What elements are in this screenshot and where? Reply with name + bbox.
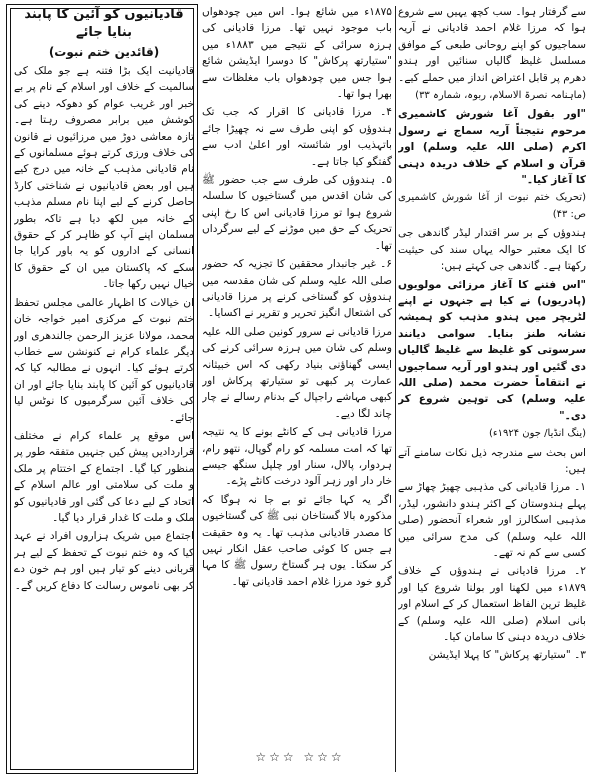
news-box-subtitle: (قائدین ختم نبوت) <box>48 45 160 59</box>
paragraph: ہندوؤں کے بر سر اقتدار لیڈر گاندھی جی کا ایک معتبر حوالہ یہاں سند کی حیثیت رکھتا ہے۔ گاندھی جی کہتے ہیں: <box>398 227 586 273</box>
paragraph: اجتماع میں شریک ہزاروں افراد نے عہد کیا کہ وہ ختم نبوت کے تحفظ کے لیے ہر قربانی دینے کو تیار ہیں اور ہم خون دے کر بھی ناموس رسالت کا دفاع کریں گے۔ <box>14 530 194 592</box>
column-divider <box>395 6 396 772</box>
reference: (ینگ انڈیا/ جون ۱۹۲۴ء) <box>489 428 586 440</box>
quote: "اس فتنے کا آغاز مرزائی مولویوں (پادریوں) نے کیا ہے جنہوں نے اپنے لٹریچر میں ہندو مذہب کو ہمیشہ نشانہ طنز بنایا۔ سوامی دیانند سرسوتی کو غلیظ سے غلیظ گالیاں دی گئیں اور ہندو اور آریہ سماجیوں نے انتقاماً حضرت محمد (صلی اللہ علیہ وسلم) کی توہین شروع کر دی۔" <box>398 278 586 422</box>
middle-column <box>202 4 392 774</box>
news-box-title: قادیانیوں کو آئین کا پابند بنایا جائے <box>24 7 184 40</box>
paragraph: ۱۸۷۵ء میں شائع ہوا۔ اس میں چودھواں باب موجود نہیں تھا۔ مرزا قادیانی کی ہرزہ سرائی کے نتیجے میں ۱۸۸۳ء میں "ستیارتھ پرکاش" کا دوسرا ایڈیشن شائع ہوا جس میں چودھواں باب مغلظات سے بھرا ہوا تھا۔ <box>202 6 392 101</box>
paragraph: اس بحث سے مندرجہ ذیل نکات سامنے آتے ہیں: <box>398 446 586 475</box>
paragraph: مرزا قادیانی ہی کے کانٹے بونے کا یہ نتیجہ تھا کہ امت مسلمہ کو رام گوپال، نتھو رام، ہردوار، پالال، سنار اور چلپل سنگھ جیسے خار دار اور زہر آلود درخت کانٹے پڑے۔ <box>202 426 392 488</box>
paragraph: سے گرفتار ہوا۔ سب کچھ یہیں سے شروع ہوا کہ مرزا غلام احمد قادیانی نے آریہ سماجیوں کو اپنے روحانی طبعی کے موافق مسلسل غلیظ گالیاں سنائیں اور ہندو دھرم پر قابل اعتراض انداز میں حملے کیے۔ <box>398 6 586 84</box>
left-column <box>14 6 194 776</box>
paragraph: مرزا قادیانی نے سرور کونین صلی اللہ علیہ وسلم کی شان میں ہرزہ سرائی کرنے کی ایسی گھناؤنی بنیاد رکھی کہ اس خبیثانہ عمارت پر کبھی تو ستیارتھ پرکاش اور کبھی مہاشے راجپال کے بدنام رسالے نے چار چاند لگا دیے۔ <box>202 325 392 420</box>
section-end-stars: ☆☆☆ ☆☆☆ <box>255 750 345 764</box>
reference: (تحریک ختم نبوت از آغا شورش کاشمیری ص: ۴۳) <box>398 192 586 220</box>
numbered-point: ۲۔ مرزا قادیانی نے ہندوؤں کے خلاف ۱۸۷۹ء میں لکھنا اور بولنا شروع کیا اور غلیظ ترین الفاظ استعمال کر کے اسلام اور بانی اسلام (صلی اللہ علیہ وسلم) کے خلاف دریدہ دہنی کا سامان کیا۔ <box>398 565 586 644</box>
right-column <box>398 4 586 774</box>
reference: (ماہنامہ نصرۃ الاسلام، ربوہ، شمارہ ۳۳) <box>415 90 586 102</box>
numbered-point: ۱۔ مرزا قادیانی کی مذہبی چھیڑ چھاڑ سے پہلے ہندوستان کے اکثر ہندو دانشور، لیڈر، مذہبی اسکالرز اور شعراء آنحضور (صلی اللہ علیہ وسلم) کی مدح سرائی میں کسی سے کم نہ تھے۔ <box>398 481 586 559</box>
quote: "اور بقول آغا شورش کاشمیری مرحوم نتیجتاً آریہ سماج نے رسول اکرم (صلی اللہ علیہ وسلم) اور قرآن و اسلام کے خلاف دریدہ دہنی کا آغاز کیا۔" <box>398 108 586 187</box>
paragraph: اس موقع پر علماء کرام نے مختلف قراردادیں پیش کیں جنہیں متفقہ طور پر منظور کیا گیا۔ اجتماع کے اختتام پر ملک و ملت کی سلامتی اور عالم اسلام کے اتحاد کے لیے دعا کی گئی اور قادیانیوں کو ملک و ملت کا غدار قرار دیا گیا۔ <box>14 429 194 524</box>
numbered-point: ۵۔ ہندوؤں کی طرف سے جب حضور ﷺ کی شان اقدس میں گستاخیوں کا سلسلہ شروع ہوا تو مرزا قادیانی اس کا رخ اپنی تحریک کے حق میں موڑنے کے لیے سرگرداں تھا۔ <box>202 174 392 252</box>
paragraph: ان خیالات کا اظہار عالمی مجلس تحفظ ختم نبوت کے مرکزی امیر خواجہ خان محمد، مولانا عزیز الرحمن جالندھری اور دیگر علماء کرام نے کنونشن سے خطاب کرتے ہوئے کیا۔ انہوں نے مطالبہ کیا کہ قادیانیوں کو آئین کا پابند بنایا جائے اور ان کی خلاف آئین سرگرمیوں کا نوٹس لیا جائے۔ <box>14 296 194 424</box>
paragraph: قادیانیت ایک بڑا فتنہ ہے جو ملک کی سالمیت کے خلاف اور اسلام کے نام پر بے خبر اور غریب عوام کو دھوکہ دینے کی کوشش میں برابر مصروف رہتا ہے۔ تازہ معاشی دوڑ میں مرزائیوں نے قانون کی خلاف ورزی کرتے ہوئے مسلمانوں کے نام قادیانی مذہب کے خانہ میں درج کیے ہیں اور بعض قادیانیوں نے شناختی کارڈ حاصل کرنے کے لیے اپنا نام مسلم مذہب کے خانہ میں لکھ دیا ہے تاکہ بطور مسلمان اپنے آپ کو ظاہر کر کے حقوق انسانی کے اداروں کو یہ باور کرایا جا سکے کہ پاکستان میں ان کے حقوق کا خیال نہیں رکھا جاتا۔ <box>14 65 194 291</box>
numbered-point: ۴۔ مرزا قادیانی کا اقرار کہ جب تک ہندوؤں کو اپنی طرف سے نہ چھیڑا جائے باتہذیب اور شائستہ اور اعلیٰ ادب سے گفتگو کیا جاتا ہے۔ <box>202 106 392 168</box>
paragraph: اگر یہ کہا جائے تو بے جا نہ ہوگا کہ مذکورہ بالا گستاخان نبی ﷺ کی گستاخیوں کا مصدر قادیانی مذہب تھا۔ یہ وہ حقیقت ہے جس کا کوئی صاحب عقل انکار نہیں کر سکتا۔ یوں ہر گستاخ رسول ﷺ کا مہا گرو خود مرزا غلام احمد قادیانی تھا۔ <box>202 493 392 588</box>
numbered-point: ۶۔ غیر جانبدار محققین کا تجزیہ کہ حضور صلی اللہ علیہ وسلم کی شان مقدسہ میں ہندوؤں کو گستاخی کرنے پر مرزا قادیانی کی اشتعال انگیز تحریر و تقریر نے اکسایا۔ <box>202 258 392 320</box>
numbered-point: ۳۔ "ستیارتھ پرکاش" کا پہلا ایڈیشن <box>428 649 586 662</box>
